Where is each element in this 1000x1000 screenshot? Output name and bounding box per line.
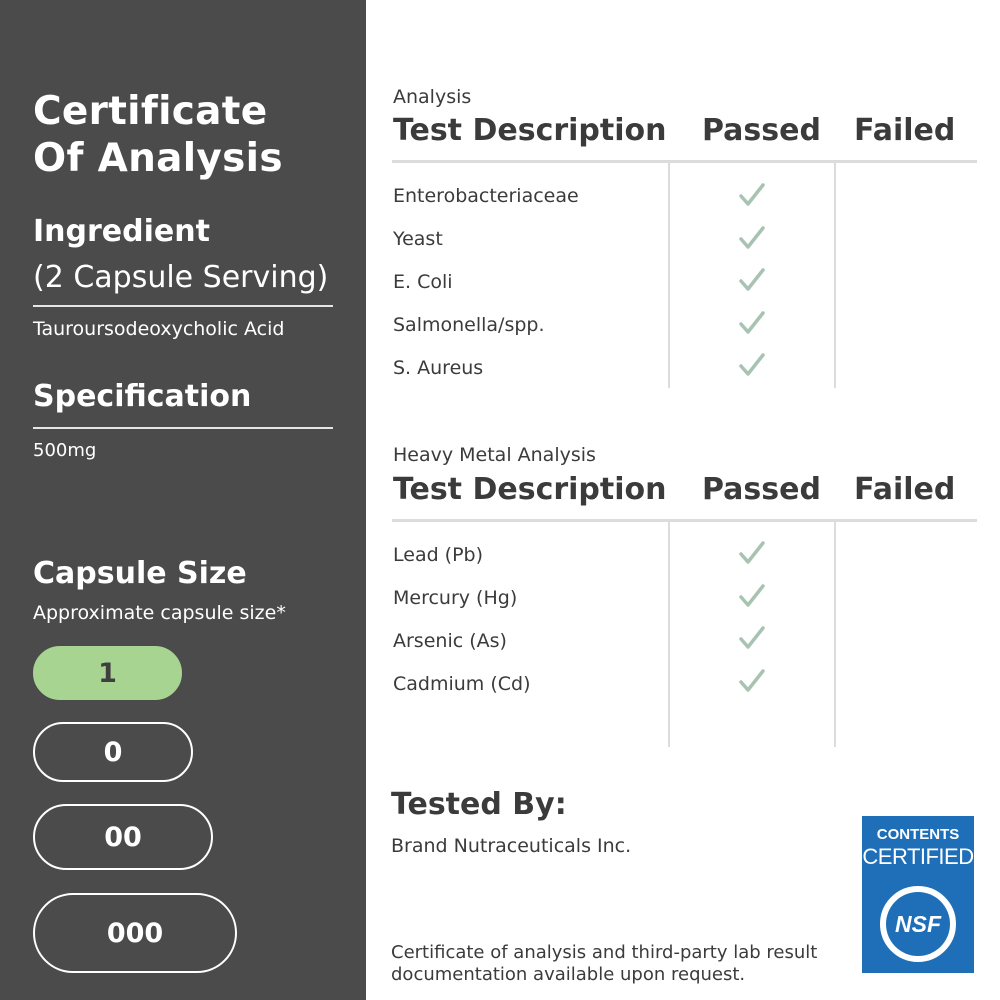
- specification-heading: Specification: [33, 379, 252, 414]
- heavy-metal-row-name: Mercury (Hg): [393, 587, 518, 609]
- info-sidebar: [0, 0, 366, 1000]
- check-icon: [738, 224, 766, 252]
- heavy-metal-col-divider-2: [834, 521, 836, 747]
- tested-by-heading: Tested By:: [391, 787, 567, 822]
- analysis-row-name: Salmonella/spp.: [393, 314, 545, 336]
- capsule-size-label: 00: [104, 821, 142, 853]
- heavy-metal-row-name: Cadmium (Cd): [393, 673, 531, 695]
- check-icon: [738, 266, 766, 294]
- tested-by-company: Brand Nutraceuticals Inc.: [391, 835, 632, 857]
- nsf-logo-text: NSF: [886, 892, 950, 956]
- heavy-metal-row-name: Lead (Pb): [393, 544, 484, 566]
- analysis-col-description: Test Description: [393, 113, 667, 148]
- specification-value: 500mg: [33, 440, 97, 461]
- heavy-metal-row-name: Arsenic (As): [393, 630, 507, 652]
- capsule-size-option-1[interactable]: [33, 646, 182, 700]
- capsule-size-heading: Capsule Size: [33, 556, 247, 591]
- heavy-metal-col-failed: Failed: [854, 472, 956, 507]
- capsule-size-option-0[interactable]: [33, 722, 193, 782]
- heavy-metal-section-label: Heavy Metal Analysis: [393, 444, 596, 466]
- specification-divider: [33, 427, 333, 429]
- analysis-row-name: Yeast: [393, 228, 443, 250]
- nsf-certified-badge: [862, 816, 974, 973]
- capsule-size-label: 000: [106, 917, 164, 949]
- capsule-size-option-00[interactable]: [33, 804, 213, 870]
- analysis-row-name: Enterobacteriaceae: [393, 185, 579, 207]
- analysis-col-passed: Passed: [702, 113, 821, 148]
- analysis-row-name: S. Aureus: [393, 357, 484, 379]
- capsule-size-subheading: Approximate capsule size*: [33, 602, 286, 624]
- check-icon: [738, 624, 766, 652]
- check-icon: [738, 667, 766, 695]
- analysis-section-label: Analysis: [393, 86, 472, 108]
- check-icon: [738, 582, 766, 610]
- results-panel: [366, 0, 1000, 1000]
- analysis-col-failed: Failed: [854, 113, 956, 148]
- check-icon: [738, 309, 766, 337]
- check-icon: [738, 181, 766, 209]
- ingredient-subheading: (2 Capsule Serving): [33, 260, 329, 295]
- ingredient-divider: [33, 305, 333, 307]
- badge-line-1: CONTENTS: [876, 826, 960, 843]
- heavy-metal-col-description: Test Description: [393, 472, 667, 507]
- heavy-metal-col-divider-1: [668, 521, 670, 747]
- badge-line-2: CERTIFIED: [862, 844, 974, 869]
- heavy-metal-header-rule: [392, 519, 977, 522]
- capsule-size-option-000[interactable]: [33, 893, 237, 973]
- analysis-row-name: E. Coli: [393, 271, 453, 293]
- title-line-2: Of Analysis: [33, 136, 283, 181]
- heavy-metal-col-passed: Passed: [702, 472, 821, 507]
- capsule-size-label: 0: [103, 736, 123, 768]
- footnote: Certificate of analysis and third-party lab result documentation available upon request.: [391, 942, 818, 985]
- check-icon: [738, 351, 766, 379]
- capsule-size-label: 1: [98, 657, 117, 689]
- analysis-header-rule: [392, 160, 977, 163]
- analysis-col-divider-1: [668, 162, 670, 388]
- page-title: [33, 88, 283, 182]
- nsf-logo-icon: [880, 886, 956, 962]
- title-line-1: Certificate: [33, 89, 268, 134]
- check-icon: [738, 539, 766, 567]
- ingredient-name: Tauroursodeoxycholic Acid: [33, 318, 285, 340]
- ingredient-heading: Ingredient: [33, 214, 210, 249]
- analysis-col-divider-2: [834, 162, 836, 388]
